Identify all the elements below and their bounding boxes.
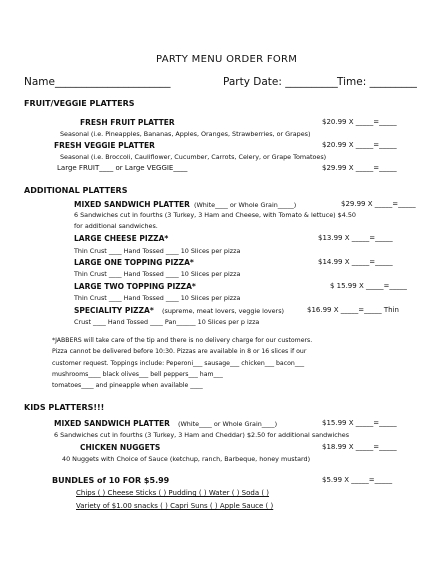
speciality-pizza-price[interactable]: $16.99 X _____=_____ Thin: [307, 306, 399, 314]
large-two-topping-pizza-title: LARGE TWO TOPPING PIZZA*: [74, 282, 196, 291]
name-field[interactable]: Name______________________: [24, 76, 171, 88]
speciality-pizza-options: (supreme, meat lovers, veggie lovers): [162, 307, 285, 315]
section-heading-kids: KIDS PLATTERS!!!: [24, 403, 105, 412]
bundle-options-row-2[interactable]: Variety of $1.00 snacks ( ) Capri Suns ( ) Apple Sauce ( ): [76, 502, 274, 510]
jabbers-note-line: customer request. Toppings include: Peperoni___ sausage___ chicken___ bacon___: [52, 360, 305, 367]
party-date-field[interactable]: Party Date: __________: [223, 76, 338, 88]
chicken-nuggets-price[interactable]: $18.99 X _____=_____: [322, 443, 397, 451]
large-fruit-veggie-option[interactable]: Large FRUIT____ or Large VEGGIE____: [57, 164, 188, 172]
large-cheese-pizza-price[interactable]: $13.99 X _____=_____: [318, 234, 393, 242]
section-heading-bundles: BUNDLES of 10 FOR $5.99: [52, 476, 170, 485]
section-heading-fruit-veggie: FRUIT/VEGGIE PLATTERS: [24, 99, 135, 108]
large-fruit-veggie-price[interactable]: $29.99 X _____=_____: [322, 164, 397, 172]
mixed-sandwich-bread-option[interactable]: (White____ or Whole Grain_____): [194, 201, 297, 209]
page-title: PARTY MENU ORDER FORM: [156, 54, 298, 65]
kids-mixed-sandwich-bread-option[interactable]: (White____ or Whole Grain____): [178, 420, 278, 428]
fresh-fruit-platter-desc: Seasonal (i.e. Pineapples, Bananas, Apples, Oranges, Strawberries, or Grapes): [60, 130, 311, 138]
fresh-veggie-platter-desc: Seasonal (i.e. Broccoli, Cauliflower, Cucumber, Carrots, Celery, or Grape Tomatoes): [60, 153, 327, 161]
mixed-sandwich-platter-title: MIXED SANDWICH PLATTER: [74, 200, 190, 209]
mixed-sandwich-desc: 6 Sandwiches cut in fourths (3 Turkey, 3 Ham and Cheese, with Tomato & lettuce) $4.50: [74, 211, 356, 219]
fresh-veggie-platter-title: FRESH VEGGIE PLATTER: [54, 141, 155, 150]
large-one-topping-pizza-price[interactable]: $14.99 X _____=_____: [318, 258, 393, 266]
kids-mixed-sandwich-title: MIXED SANDWICH PLATTER: [54, 419, 170, 428]
section-heading-additional: ADDITIONAL PLATTERS: [24, 186, 128, 195]
time-field[interactable]: Time: _________: [337, 76, 417, 88]
bundle-options-row-1[interactable]: Chips ( ) Cheese Sticks ( ) Pudding ( ) Water ( ) Soda ( ): [76, 489, 270, 497]
large-two-topping-pizza-crust[interactable]: Thin Crust ____ Hand Tossed ____ 10 Slices per pizza: [74, 294, 241, 302]
chicken-nuggets-title: CHICKEN NUGGETS: [80, 443, 161, 452]
bundles-price[interactable]: $5.99 X _____=_____: [322, 476, 393, 484]
kids-mixed-sandwich-desc: 6 Sandwiches cut in fourths (3 Turkey, 3 Ham and Cheddar) $2.50 for additional sandwiches: [54, 431, 350, 439]
large-one-topping-pizza-crust[interactable]: Thin Crust ____ Hand Tossed ____ 10 Slices per pizza: [74, 270, 241, 278]
mixed-sandwich-platter-price[interactable]: $29.99 X _____=_____: [341, 200, 416, 208]
large-cheese-pizza-crust[interactable]: Thin Crust ____ Hand Tossed ____ 10 Slices per pizza: [74, 247, 241, 255]
jabbers-note-line: mushrooms____ black olives___ bell peppers___ ham___: [52, 371, 223, 378]
jabbers-note-line: tomatoes____ and pineapple when available ____: [52, 382, 203, 389]
chicken-nuggets-desc: 40 Nuggets with Choice of Sauce (ketchup, ranch, Barbeque, honey mustard): [62, 455, 311, 463]
large-two-topping-pizza-price[interactable]: $ 15.99 X _____=_____: [330, 282, 407, 290]
speciality-pizza-title: SPECIALITY PIZZA*: [74, 306, 154, 315]
fresh-fruit-platter-title: FRESH FRUIT PLATTER: [80, 118, 175, 127]
mixed-sandwich-desc-2: for additional sandwiches.: [74, 222, 158, 230]
jabbers-note-line: *JABBERS will take care of the tip and there is no delivery charge for our customers.: [52, 337, 313, 344]
jabbers-note-line: Pizza cannot be delivered before 10:30. Pizzas are available in 8 or 16 slices if our: [52, 348, 307, 355]
kids-mixed-sandwich-price[interactable]: $15.99 X _____=_____: [322, 419, 397, 427]
fresh-veggie-platter-price[interactable]: $20.99 X _____=_____: [322, 141, 397, 149]
fresh-fruit-platter-price[interactable]: $20.99 X _____=_____: [322, 118, 397, 126]
speciality-pizza-crust[interactable]: Crust ____ Hand Tossed ____ Pan______ 10 Slices per p izza: [74, 318, 260, 326]
large-cheese-pizza-title: LARGE CHEESE PIZZA*: [74, 234, 169, 243]
large-one-topping-pizza-title: LARGE ONE TOPPING PIZZA*: [74, 258, 194, 267]
